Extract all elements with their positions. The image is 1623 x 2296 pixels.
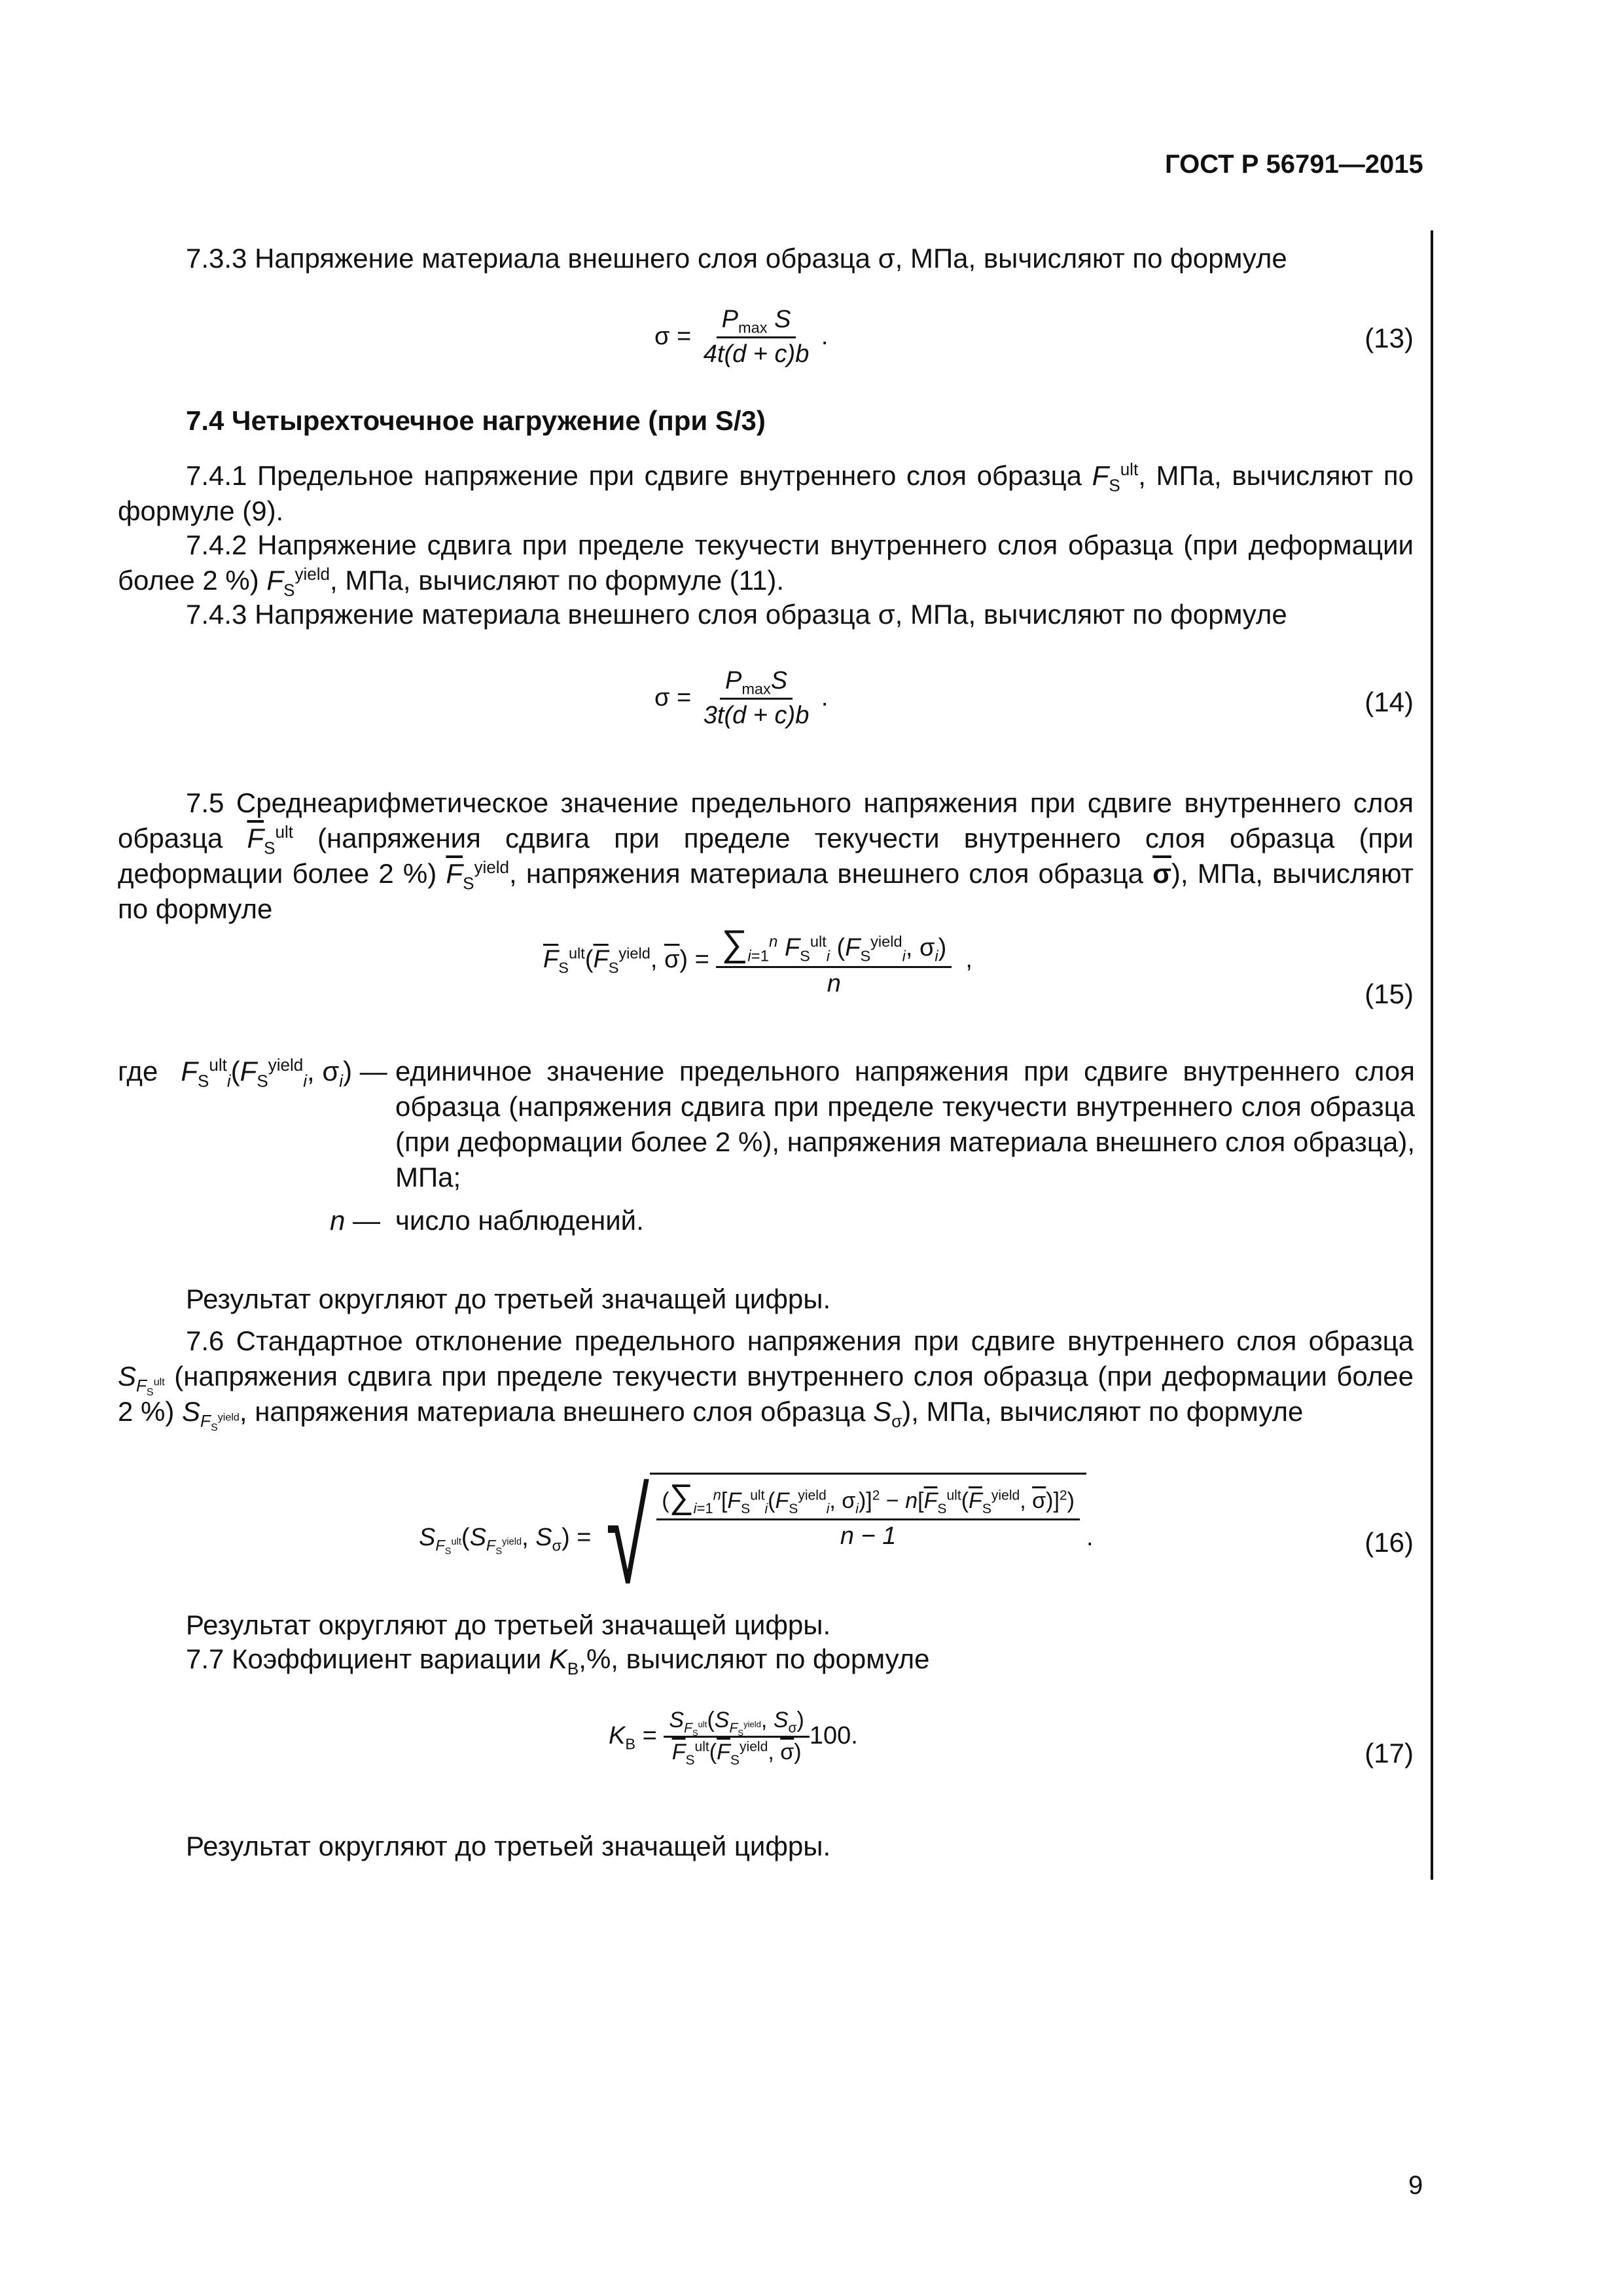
definition-term	[330, 1203, 380, 1238]
paragraph-text: ), МПа, вычисляют по формуле	[902, 1396, 1304, 1427]
paragraph-text: (напряжения сдвига при пределе текучести внутреннего слоя образца (при деформации более 2 %)	[118, 823, 1414, 889]
denominator: n − 1	[840, 1522, 897, 1551]
formula-14	[654, 668, 828, 730]
page-number: 9	[1408, 2171, 1423, 2200]
paragraph-7-4-2	[118, 528, 1414, 598]
equation-number-15: (15)	[1364, 978, 1414, 1009]
subscript: B	[567, 1659, 579, 1679]
radical-sign: √	[605, 1465, 649, 1611]
definition-intro: где	[118, 1056, 158, 1086]
paragraph-text: , МПа, вычисляют по формуле (11).	[330, 565, 785, 596]
equation-number-14: (14)	[1364, 687, 1414, 717]
paragraph-7-6: 7.6 Стандартное отклонение предельного напряжения при сдвиге внутреннего слоя образца $S_{F_S^{ult}}$ (напряжения сдвига при пределе текучести внутреннего слоя образца (при деформации более 2 %) $S_{F_S^{yield}}$, напряжения материала внешнего слоя образца $S_\sigma$), МПа, вычисляют по формуле	[118, 1325, 1414, 1434]
paragraph-text: 7.4.3 Напряжение материала внешнего слоя образца σ, МПа, вычисляют по формуле	[186, 599, 1287, 630]
paragraph-text: 7.3.3 Напряжение материала внешнего слоя образца σ, МПа, вычисляют по формуле	[186, 243, 1287, 274]
fraction: $\frac{\sum_{i=1}^n F_S^{ult}_i (F_S^{yield}_i, \sigma_i)}{n}$	[716, 923, 952, 997]
symbol-s: S	[767, 306, 791, 333]
fraction: $\frac{S_{F_S^{ult}}(S_{F_S^{yield}}, S_\sigma)}{\overline{F}_S^{ult}(\overline{F}_S^{yield}, \overline{\sigma})}$	[664, 1708, 809, 1765]
subscript: S	[283, 580, 295, 600]
formula-lhs: $K_B$ =	[609, 1722, 657, 1753]
symbol-p: P	[724, 667, 742, 694]
subscript: S	[1109, 475, 1120, 495]
subscript: max	[738, 319, 768, 336]
superscript: yield	[294, 564, 330, 584]
definition-text: число наблюдений.	[395, 1205, 644, 1236]
paragraph-7-3-3	[118, 241, 1414, 276]
paragraph-text: , напряжения материала внешнего слоя образца	[239, 1396, 874, 1427]
fraction	[698, 306, 815, 368]
denominator: n	[827, 969, 841, 997]
paragraph-7-4-3	[118, 597, 1414, 632]
formula-16	[419, 1465, 1094, 1611]
formula-13	[654, 306, 828, 368]
definition-dash: —	[359, 1056, 387, 1086]
paragraph-text: (напряжения сдвига при пределе текучести внутреннего слоя образца (при деформации более 2 %)	[118, 1361, 1414, 1427]
paragraph-7-5: 7.5 Среднеарифметическое значение предельного напряжения при сдвиге внутреннего слоя образца $\overline{F}_S^{ult}$ (напряжения сдвига при пределе текучести внутреннего слоя образца (при деформации более 2 %) $\overline{F}_S^{yield}$, напряжения материала внешнего слоя образца $\overline{\sigma}$), МПа, вычисляют по формуле	[118, 787, 1414, 924]
formula-tail: .	[821, 323, 829, 351]
formula-lhs: σ =	[654, 323, 692, 351]
symbol-f: F	[1092, 460, 1109, 491]
change-bar	[1431, 230, 1433, 1880]
symbol-s: S	[770, 667, 788, 694]
paragraph-7-7	[118, 1641, 1414, 1677]
symbol-sigma-mean: $\overline{\sigma}$	[1152, 858, 1171, 889]
paragraph-text: , напряжения материала внешнего слоя образца	[508, 858, 1153, 889]
formula-lhs: $S_{F_S^{ult}}(S_{F_S^{yield}}$, $S_\sigma$) =	[419, 1523, 592, 1558]
formula-15	[543, 923, 972, 997]
symbol-f-mean: $\overline{F}$	[247, 823, 264, 853]
denominator: 3t(d + c)b	[703, 701, 810, 729]
definition-text: единичное значение предельного напряжения при сдвиге внутреннего слоя образца (напряжения сдвига при пределе текучести внутреннего слоя образца (при деформации более 2 %), напряжения материала внешнего слоя образца), МПа;	[395, 1056, 1415, 1193]
formula-tail: .	[1086, 1524, 1094, 1552]
formula-tail: .	[821, 684, 829, 712]
formula-lhs: $\overline{F}_S^{ult}(\overline{F}_S^{yield}$, $\overline{\sigma}$) =	[543, 944, 709, 977]
denominator: 4t(d + c)b	[703, 340, 810, 368]
formula-tail: ,	[965, 946, 972, 974]
rounding-note-1: Результат округляют до третьей значащей цифры.	[186, 1283, 831, 1314]
rounding-note-3: Результат округляют до третьей значащей цифры.	[186, 1831, 831, 1861]
paragraph-text: , МПа, вычисляют по формуле (9).	[118, 460, 1414, 526]
paragraph-text: ), МПа, вычисляют по формуле	[118, 858, 1414, 924]
symbol-n: n	[330, 1205, 346, 1236]
definition-dash: —	[353, 1205, 381, 1236]
symbol-k: K	[548, 1643, 567, 1674]
superscript: ult	[1120, 459, 1139, 479]
symbol-p: P	[721, 306, 739, 333]
fraction: $\frac{(\sum_{i=1}^n[F_S^{ult}_i(F_S^{yield}_i, \sigma_i)]^2 - n[\overline{F}_S^{ult}(\overline{F}_S^{yield}, \overline{\sigma})]^2)}{n - 1}$	[656, 1479, 1080, 1551]
formula-lhs: σ =	[654, 684, 692, 712]
paragraph-text: 7.4.2 Напряжение сдвига при пределе текучести внутреннего слоя образца (при деформации более 2 %)	[118, 529, 1414, 596]
paragraph-text: 7.5 Среднеарифметическое значение предельного напряжения при сдвиге внутреннего слоя образца	[118, 787, 1414, 853]
symbol-f: F	[266, 565, 284, 596]
paragraph-7-4-1	[118, 458, 1414, 529]
definition-2	[118, 1203, 1414, 1242]
formula-17	[609, 1708, 858, 1768]
paragraph-text: 7.6 Стандартное отклонение предельного напряжения при сдвиге внутреннего слоя образца	[186, 1325, 1414, 1356]
paragraph-text: 7.7 Коэффициент вариации	[186, 1643, 549, 1674]
paragraph-text: 7.4.1 Предельное напряжение при сдвиге внутреннего слоя образца	[186, 460, 1092, 491]
definition-term: где $F_S^{ult}_i(F_S^{yield}_i$, $\sigma_i$) —	[118, 1055, 387, 1091]
fraction	[698, 668, 815, 730]
subscript: max	[741, 680, 771, 698]
equation-number-13: (13)	[1364, 323, 1414, 353]
symbol-f-mean: $\overline{F}$	[446, 858, 463, 889]
section-heading-7-4: 7.4 Четырехточечное нагружение (при S/3)	[186, 405, 766, 436]
formula-factor: 100.	[809, 1722, 858, 1750]
document-header: ГОСТ Р 56791—2015	[1165, 150, 1423, 179]
square-root	[592, 1465, 1086, 1611]
rounding-note-2: Результат округляют до третьей значащей цифры.	[186, 1609, 831, 1640]
paragraph-text: ,%, вычисляют по формуле	[579, 1643, 930, 1674]
equation-number-17: (17)	[1364, 1738, 1414, 1768]
equation-number-16: (16)	[1364, 1527, 1414, 1558]
